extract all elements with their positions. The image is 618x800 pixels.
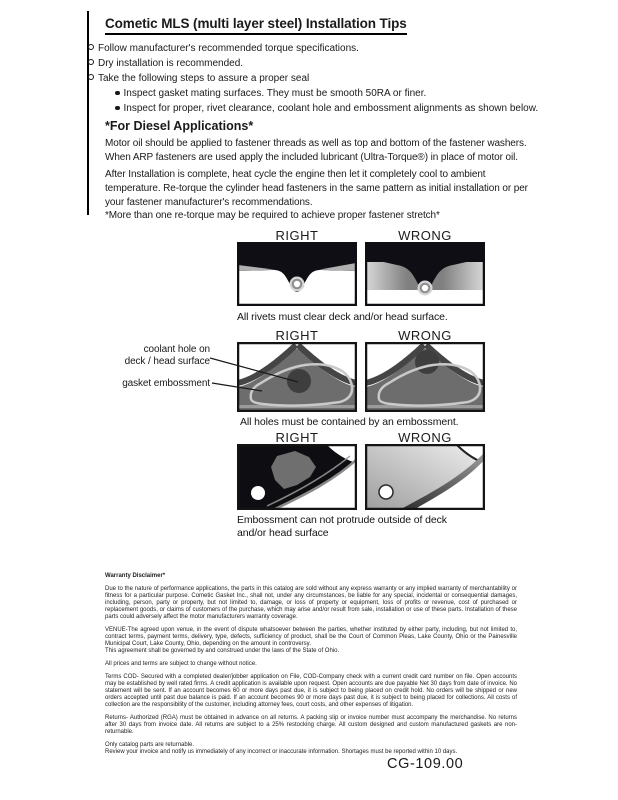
page-title: Cometic MLS (multi layer steel) Installation Tips [105, 16, 407, 35]
rivet-caption: All rivets must clear deck and/or head surface. [237, 311, 448, 323]
sub-bullet-text: Inspect for proper, rivet clearance, coolant hole and embossment alignments as shown below. [123, 103, 539, 114]
page-number: CG-109.00 [387, 756, 464, 772]
rivet-right-label: RIGHT [275, 228, 319, 243]
bullet-item [88, 71, 538, 86]
sub-bullet-item [115, 86, 538, 101]
rivet-right-diagram [237, 242, 357, 306]
diesel-paragraph-1: Motor oil should be applied to fastener threads as well as top and bottom of the fastener washers. When ARP fasteners are used apply the included lubricant (Ultra-Torque®) in place of motor oil. [105, 138, 527, 163]
venue-text: VENUE-The agreed upon venue, in the event of dispute whatsoever between the parties, whether instituted by either party, including, but not limited to, contract terms, payment terms, delivery, type, defects, sufficiency of product, shall be the Court of Common Pleas, Lake County, Ohio or the Painesville Municipal Court, Lake County, Ohio, depending on the amount in controversy. [105, 627, 517, 647]
warranty-heading: Warranty Disclaimer* [105, 573, 166, 579]
filled-bullet-icon [115, 91, 120, 96]
holes-caption: All holes must be contained by an embossment. [240, 416, 459, 428]
embossment-wrong-diagram [365, 444, 485, 510]
sub-bullet-text: Inspect gasket mating surfaces. They must be smooth 50RA or finer. [123, 88, 427, 99]
filled-bullet-icon [115, 106, 120, 111]
holes-wrong-diagram [365, 342, 485, 412]
diesel-paragraph-2: After Installation is complete, heat cycle the engine then let it completely cool to ambient temperature. Re-torque the cylinder head fasteners in the same pattern as initial installation or per your fastener manufacturer's recommendations. [105, 169, 528, 208]
holes-right-label: RIGHT [275, 328, 319, 343]
bullet-text: Take the following steps to assure a proper seal [98, 73, 310, 84]
embossment-right-diagram [237, 444, 357, 510]
bullet-item [88, 41, 538, 56]
open-bullet-icon [88, 44, 94, 50]
returns-paragraph: Returns- Authorized (RGA) must be obtained in advance on all returns. A packing slip or invoice number must accompany the merchandise. No returns after 30 days from invoice date. All returns are subject to a 25% restocking charge. All custom designed and custom manufactured gaskets are non-returnable. [105, 715, 517, 735]
bullet-item [88, 56, 538, 71]
bullet-text: Dry installation is recommended. [98, 58, 244, 69]
open-bullet-icon [88, 74, 94, 80]
leader-lines [207, 350, 302, 395]
prices-line: All prices and terms are subject to change without notice. [105, 661, 257, 667]
returnable-paragraph [105, 742, 517, 756]
retorque-note: *More than one re-torque may be required to achieve proper fastener stretch* [105, 210, 440, 221]
bullet-text: Follow manufacturer's recommended torque specifications. [98, 43, 359, 54]
terms-paragraph: Terms COD- Secured with a completed dealer/jobber application on File, COD-Company check with a current credit card number on file. Open accounts may be established by well rated firms. A credit application is available upon request. Open accounts are due payable Net 30 days from date of invoice. No statement will be sent. If an account becomes 60 or more days past due, it is subject to being placed on credit hold. No orders will be shipped or new orders accepted until past due balance is paid. If an account becomes 90 or more days past due, it is subject to being placed for collections. All costs of collection are the responsibility of the customer, including attorney fees, court costs, and other expenses of litigation. [105, 674, 517, 708]
open-bullet-icon [88, 59, 94, 65]
diesel-applications-heading: *For Diesel Applications* [105, 119, 254, 133]
rivet-wrong-label: WRONG [398, 228, 452, 243]
fine-print-block [105, 573, 517, 762]
catalog-returnable-line: Only catalog parts are returnable. [105, 742, 195, 748]
warranty-paragraph: Due to the nature of performance applications, the parts in this catalog are sold without any express warranty or any implied warranty of merchantability or fitness for a particular purpose. Cometic Gasket Inc., shall not, under any circumstances, be liable for any special, incidental or consequential damages, including, person, party or property, but not limited to, damage, or loss of property or equipment, loss of profits or revenue, cost of purchased or replacement goods, or claims of customers of the purchase, which may arise and/or result from sale, installation or use of these parts. Installation of these parts could adversely affect the motor manufacturers warranty coverage. [105, 586, 517, 620]
embossment-caption: Embossment can not protrude outside of deck and/or head surface [237, 514, 447, 539]
embossment-wrong-label: WRONG [398, 430, 452, 445]
rivet-wrong-diagram [365, 242, 485, 306]
installation-tips-list [88, 41, 538, 116]
embossment-right-label: RIGHT [275, 430, 319, 445]
coolant-hole-label: coolant hole on deck / head surface [124, 344, 210, 367]
review-invoice-line: Review your invoice and notify us immediately of any incorrect or inaccurate information. Shortages must be reported within 10 days. [105, 749, 458, 755]
gasket-embossment-label: gasket embossment [122, 378, 210, 389]
governing-law-line: This agreement shall be governed by and construed under the laws of the State of Ohio. [105, 648, 340, 654]
venue-paragraph [105, 627, 517, 655]
holes-wrong-label: WRONG [398, 328, 452, 343]
sub-bullet-item [115, 101, 538, 116]
